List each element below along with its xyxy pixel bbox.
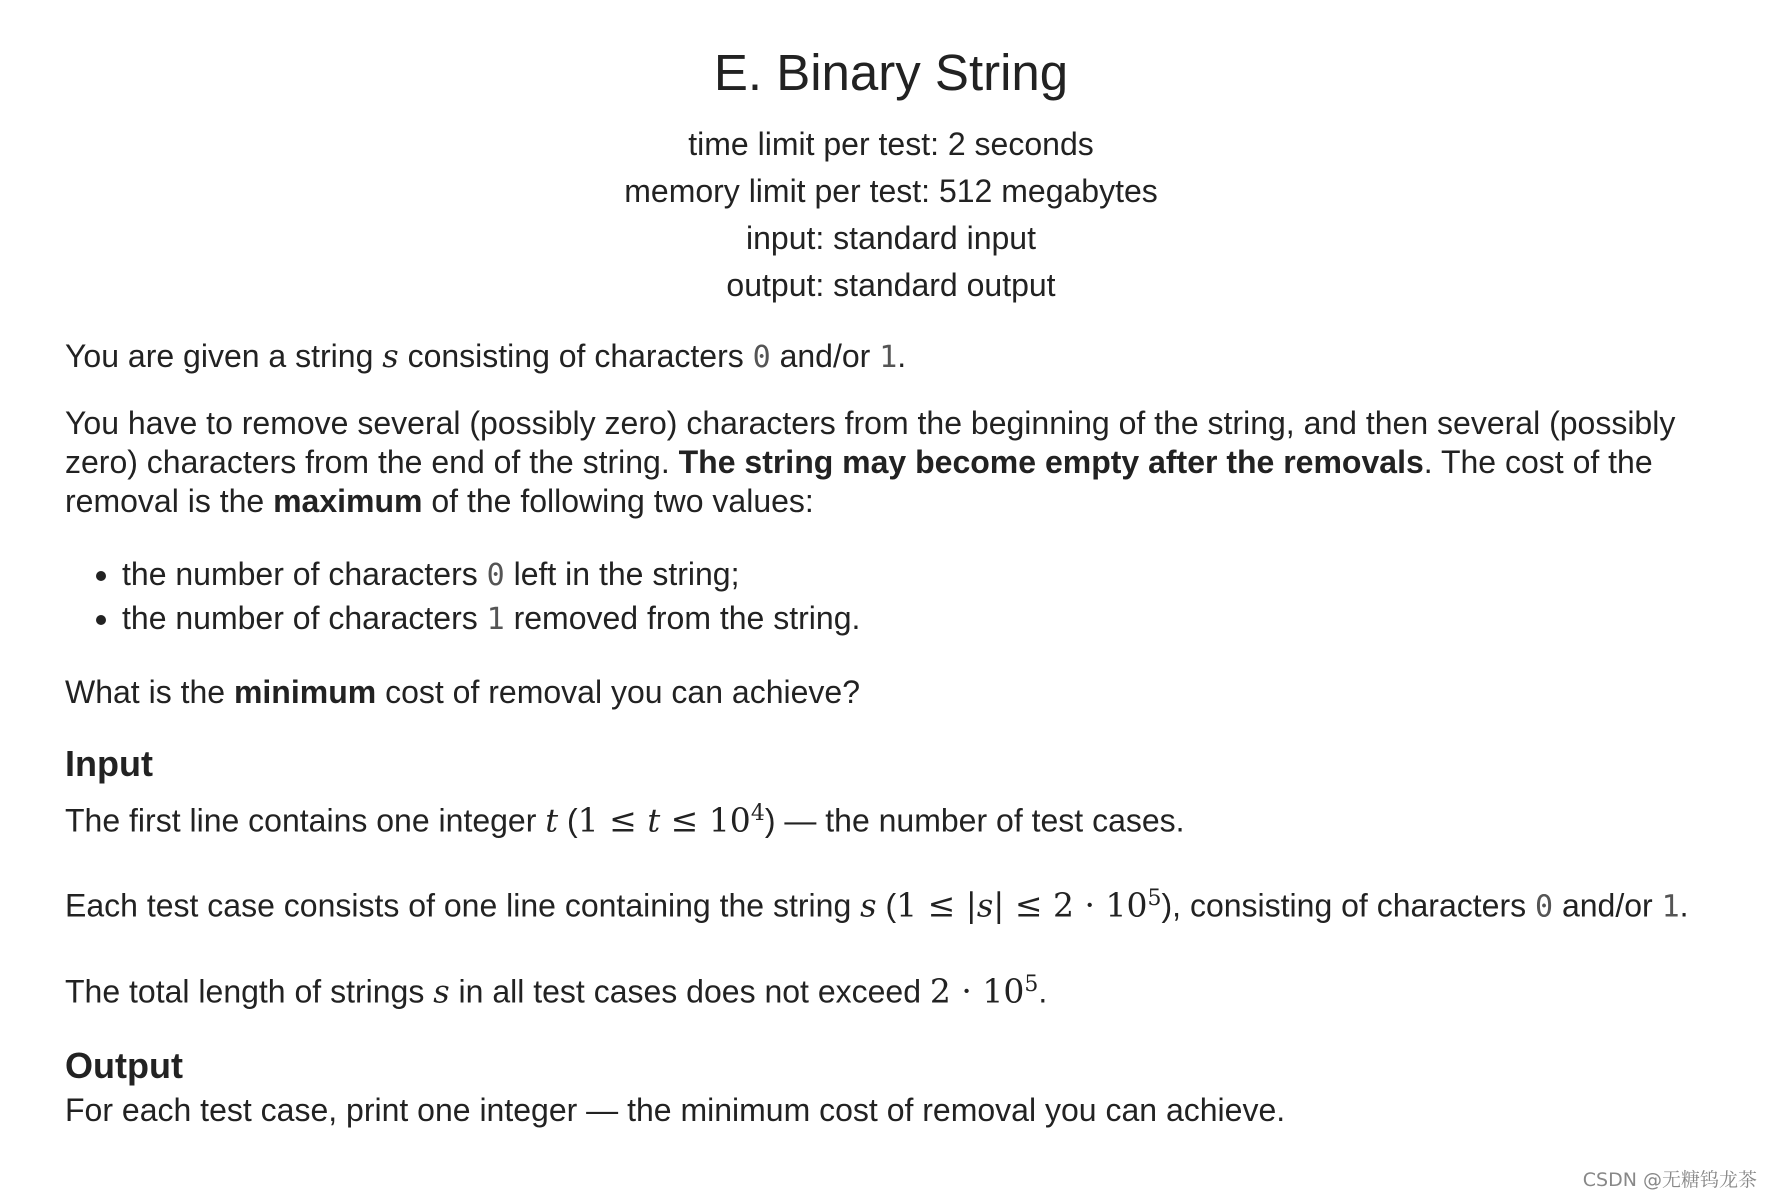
input-line-3: The total length of strings s in all test cases does not exceed $2 \cdot 10^5$. bbox=[65, 971, 1048, 1011]
input-spec: input: standard input bbox=[746, 220, 1036, 256]
cost-components-list bbox=[65, 550, 1745, 644]
problem-statement bbox=[65, 0, 1745, 1132]
problem-header bbox=[0, 43, 1782, 309]
output-section bbox=[65, 1044, 1745, 1132]
output-line-1: For each test case, print one integer — the minimum cost of removal you can achieve. bbox=[65, 1091, 1286, 1128]
statement-paragraph-1: You are given a string s consisting of characters 0 and/or 1. bbox=[65, 337, 907, 375]
memory-limit: memory limit per test: 512 megabytes bbox=[624, 173, 1158, 209]
statement-paragraph-3: What is the minimum cost of removal you can achieve? bbox=[65, 674, 860, 710]
output-spec: output: standard output bbox=[726, 267, 1056, 303]
output-title: Output bbox=[65, 1044, 183, 1086]
list-item: • the number of characters 0 left in the string; bbox=[122, 550, 1745, 600]
input-line-2: Each test case consists of one line containing the string s $(1 \le |s| \le 2 \cdot 10^5)$, consisting of characters 0 and/or 1. bbox=[65, 885, 1689, 925]
input-line-1: The first line contains one integer t $(1 \le t \le 10^4)$ — the number of test cases. bbox=[65, 800, 1185, 840]
legend-section bbox=[65, 334, 1745, 714]
list-item: • the number of characters 1 removed from the string. bbox=[122, 594, 1745, 644]
problem-limits bbox=[0, 121, 1782, 309]
watermark: CSDN @无糖钨龙茶 bbox=[1582, 1169, 1757, 1191]
statement-paragraph-2: You have to remove several (possibly zero) characters from the beginning of the string, and then several (possibly zero) characters from the end of the string. The string may become empty after the removals. The cost of the removal is the maximum of the following two values: bbox=[65, 405, 1676, 519]
input-title: Input bbox=[65, 743, 153, 784]
time-limit: time limit per test: 2 seconds bbox=[688, 126, 1094, 162]
input-section bbox=[65, 742, 1745, 1014]
problem-title: E. Binary String bbox=[713, 44, 1069, 101]
